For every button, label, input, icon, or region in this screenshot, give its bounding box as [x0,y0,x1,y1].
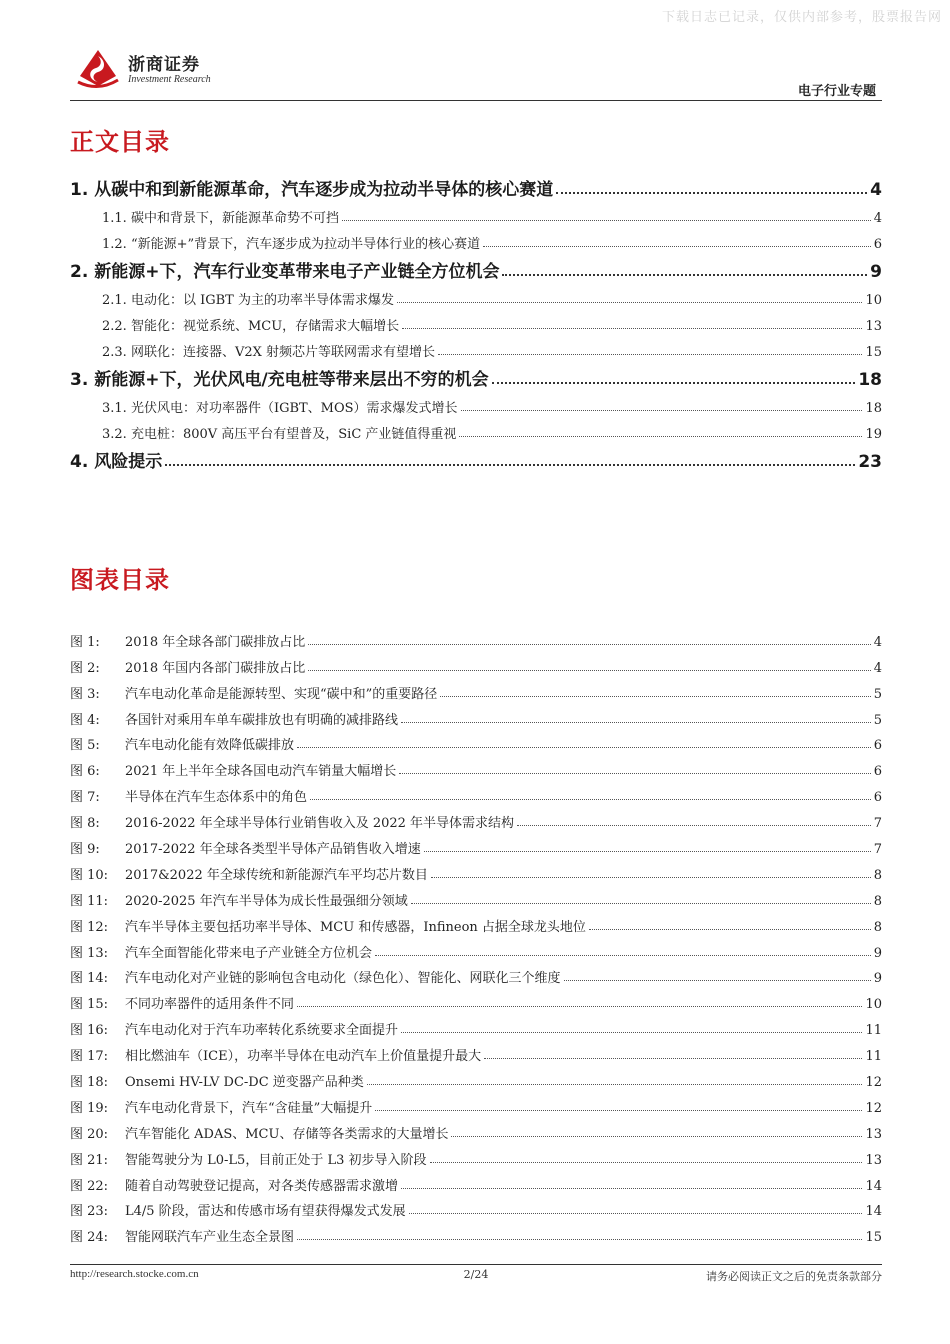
brand-name-en: Investment Research [128,74,211,85]
figure-page: 13 [865,1126,882,1142]
figure-entry[interactable] [70,857,882,883]
figure-number: 图 12: [70,919,109,935]
figure-page: 11 [865,1049,882,1065]
leader-dots [459,436,862,437]
leader-dots [424,851,871,852]
figure-page: 15 [865,1230,882,1246]
figure-label: Onsemi HV-LV DC-DC 逆变器产品种类 [125,1075,364,1091]
leader-dots [297,1239,862,1240]
leader-dots [165,464,855,466]
figure-label: 半导体在汽车生态体系中的角色 [125,790,308,806]
toc-entry-label: 1. 从碳中和到新能源革命，汽车逐步成为拉动半导体的核心赛道 [70,180,554,200]
figure-entry[interactable] [70,805,882,831]
leader-dots [451,1136,862,1137]
toc-entry-page: 18 [858,370,882,390]
toc-entry-label: 2.2. 智能化：视觉系统、MCU，存储需求大幅增长 [102,319,400,334]
leader-dots [397,302,863,303]
figure-number: 图 24: [70,1230,109,1246]
toc-entry-page: 23 [858,452,882,472]
figure-number: 图 11: [70,893,109,909]
toc-entry-label: 2.3. 网联化：连接器、V2X 射频芯片等联网需求有望增长 [102,345,435,360]
figure-entry[interactable] [70,961,882,987]
leader-dots [411,903,871,904]
toc-entry-label: 2.1. 电动化：以 IGBT 为主的功率半导体需求爆发 [102,293,394,308]
figure-number: 图 2: [70,660,100,676]
toc-chapter-entry[interactable] [70,252,882,282]
footer-disclaimer: 请务必阅读正文之后的免责条款部分 [706,1270,882,1283]
leader-dots [399,773,871,774]
toc-title: 正文目录 [70,128,170,156]
leader-dots [401,1188,862,1189]
figure-entry[interactable] [70,1064,882,1090]
figure-number: 图 19: [70,1100,109,1116]
figure-page: 13 [865,1152,882,1168]
figure-page: 6 [873,738,882,754]
leader-dots [310,799,871,800]
leader-dots [440,696,870,697]
leader-dots [564,980,871,981]
figure-label: 2017&2022 年全球传统和新能源汽车平均芯片数目 [125,867,428,883]
figures-title: 图表目录 [70,566,170,594]
figure-label: 汽车半导体主要包括功率半导体、MCU 和传感器，Infineon 占据全球龙头地位 [125,919,586,935]
page-header [70,44,882,100]
figure-entry[interactable] [70,1116,882,1142]
toc-chapter-entry[interactable] [70,360,882,390]
figure-entry[interactable] [70,986,882,1012]
figure-page: 4 [873,634,882,650]
figure-page: 14 [865,1204,882,1220]
leader-dots [409,1213,863,1214]
figure-page: 14 [865,1178,882,1194]
leader-dots [484,1058,862,1059]
figure-label: 相比燃油车（ICE），功率半导体在电动汽车上价值量提升最大 [125,1049,482,1065]
figure-page: 7 [873,816,882,832]
leader-dots [308,644,871,645]
figure-number: 图 18: [70,1075,109,1091]
figure-label: 2017-2022 年全球各类型半导体产品销售收入增速 [125,842,421,858]
figure-number: 图 5: [70,738,100,754]
toc-entry-page: 19 [865,427,882,442]
leader-dots [502,274,867,276]
leader-dots [367,1084,863,1085]
figure-label: 智能驾驶分为 L0-L5，目前正处于 L3 初步导入阶段 [125,1152,427,1168]
leader-dots [375,955,871,956]
figure-number: 图 20: [70,1126,109,1142]
figure-page: 8 [873,919,882,935]
page-number: 2/24 [463,1268,489,1281]
figure-entry[interactable] [70,728,882,754]
figure-entry[interactable] [70,1142,882,1168]
leader-dots [297,1006,862,1007]
figure-number: 图 10: [70,867,109,883]
figure-page: 12 [865,1075,882,1091]
figure-label: 2020-2025 年汽车半导体为成长性最强细分领域 [125,893,408,909]
figure-page: 5 [873,712,882,728]
watermark-text: 下载日志已记录，仅供内部参考，股票报告网 [661,10,942,25]
brand-logo-icon [76,46,120,90]
figure-page: 7 [873,842,882,858]
footer-url[interactable]: http://research.stocke.com.cn [70,1268,199,1280]
leader-dots [483,246,871,247]
figure-entry[interactable] [70,1012,882,1038]
leader-dots [401,722,871,723]
figure-label: 汽车智能化 ADAS、MCU、存储等各类需求的大量增长 [125,1126,449,1142]
toc-entry-label: 1.1. 碳中和背景下，新能源革命势不可挡 [102,211,339,226]
leader-dots [517,825,871,826]
figure-number: 图 13: [70,945,109,961]
figure-entry[interactable] [70,1194,882,1220]
toc-entry-label: 1.2. “新能源+”背景下，汽车逐步成为拉动半导体行业的核心赛道 [102,237,481,252]
toc-entry-label: 2. 新能源+下，汽车行业变革带来电子产业链全方位机会 [70,262,500,282]
toc-entry-label: 3.1. 光伏风电：对功率器件（IGBT、MOS）需求爆发式增长 [102,401,458,416]
toc-entry-page: 4 [873,211,882,226]
toc-section-entry[interactable] [70,416,882,442]
toc-entry-page: 13 [865,319,882,334]
footer-divider [70,1264,882,1265]
leader-dots [492,382,856,384]
figure-entry[interactable] [70,909,882,935]
figure-entry[interactable] [70,935,882,961]
figure-entry[interactable] [70,753,882,779]
figure-entry[interactable] [70,650,882,676]
figure-entry[interactable] [70,1038,882,1064]
figure-number: 图 21: [70,1152,109,1168]
figure-page: 8 [873,893,882,909]
figure-number: 图 14: [70,971,109,987]
figure-label: 汽车电动化对于汽车功率转化系统要求全面提升 [125,1023,399,1039]
toc-entry-page: 18 [865,401,882,416]
figure-number: 图 15: [70,997,109,1013]
figure-entry[interactable] [70,831,882,857]
toc-section-entry[interactable] [70,308,882,334]
figure-entry[interactable] [70,1090,882,1116]
figure-number: 图 23: [70,1204,109,1220]
figure-label: 随着自动驾驶登记提高，对各类传感器需求激增 [125,1178,399,1194]
figure-label: L4/5 阶段，雷达和传感市场有望获得爆发式发展 [125,1204,406,1220]
leader-dots [401,1032,862,1033]
figure-number: 图 16: [70,1023,109,1039]
figure-label: 2018 年全球各部门碳排放占比 [125,634,306,650]
toc-list [70,170,882,472]
figure-entry[interactable] [70,676,882,702]
figure-label: 汽车全面智能化带来电子产业链全方位机会 [125,945,373,961]
toc-chapter-entry[interactable] [70,442,882,472]
leader-dots [430,1162,863,1163]
toc-entry-label: 3. 新能源+下，光伏风电/充电桩等带来层出不穷的机会 [70,370,489,390]
toc-section-entry[interactable] [70,390,882,416]
figure-page: 6 [873,764,882,780]
figure-page: 9 [873,971,882,987]
figure-number: 图 4: [70,712,100,728]
figure-number: 图 17: [70,1049,109,1065]
figure-label: 2018 年国内各部门碳排放占比 [125,660,306,676]
header-divider [70,100,882,101]
figure-label: 不同功率器件的适用条件不同 [125,997,295,1013]
toc-entry-page: 10 [865,293,882,308]
toc-entry-label: 3.2. 充电桩：800V 高压平台有望普及，SiC 产业链值得重视 [102,427,457,442]
figure-label: 各国针对乘用车单车碳排放也有明确的减排路线 [125,712,399,728]
leader-dots [589,929,871,930]
figure-label: 汽车电动化背景下，汽车“含硅量”大幅提升 [125,1100,373,1116]
figure-entry[interactable] [70,702,882,728]
figure-number: 图 8: [70,816,100,832]
figure-page: 8 [873,867,882,883]
figure-number: 图 9: [70,842,100,858]
figure-entry[interactable] [70,1219,882,1245]
figure-page: 6 [873,790,882,806]
figure-page: 4 [873,660,882,676]
figure-entry[interactable] [70,883,882,909]
leader-dots [461,410,863,411]
figure-page: 11 [865,1023,882,1039]
toc-entry-page: 4 [870,180,882,200]
figure-page: 5 [873,686,882,702]
figure-label: 汽车电动化对产业链的影响包含电动化（绿色化）、智能化、网联化三个维度 [125,971,561,987]
figure-label: 2016-2022 年全球半导体行业销售收入及 2022 年半导体需求结构 [125,816,515,832]
brand-name-cn: 浙商证券 [128,55,200,75]
leader-dots [556,192,867,194]
figure-number: 图 6: [70,764,100,780]
toc-entry-page: 6 [873,237,882,252]
figure-number: 图 22: [70,1178,109,1194]
leader-dots [438,354,862,355]
leader-dots [342,220,871,221]
report-type: 电子行业专题 [797,84,876,99]
leader-dots [431,877,871,878]
toc-entry-page: 15 [865,345,882,360]
figure-entry[interactable] [70,779,882,805]
figure-page: 12 [865,1100,882,1116]
figure-page: 9 [873,945,882,961]
figure-list [70,624,882,1245]
figure-entry[interactable] [70,1168,882,1194]
leader-dots [402,328,862,329]
toc-entry-label: 4. 风险提示 [70,452,163,472]
toc-section-entry[interactable] [70,226,882,252]
figure-label: 汽车电动化革命是能源转型、实现“碳中和”的重要路径 [125,686,438,702]
figure-label: 2021 年上半年全球各国电动汽车销量大幅增长 [125,764,397,780]
figure-label: 汽车电动化能有效降低碳排放 [125,738,295,754]
leader-dots [308,670,871,671]
leader-dots [297,747,871,748]
toc-section-entry[interactable] [70,200,882,226]
figure-number: 图 7: [70,790,100,806]
figure-label: 智能网联汽车产业生态全景图 [125,1230,295,1246]
toc-entry-page: 9 [870,262,882,282]
figure-number: 图 3: [70,686,100,702]
leader-dots [375,1110,862,1111]
figure-page: 10 [865,997,882,1013]
toc-section-entry[interactable] [70,282,882,308]
figure-entry[interactable] [70,624,882,650]
figure-number: 图 1: [70,634,100,650]
toc-section-entry[interactable] [70,334,882,360]
toc-chapter-entry[interactable] [70,170,882,200]
